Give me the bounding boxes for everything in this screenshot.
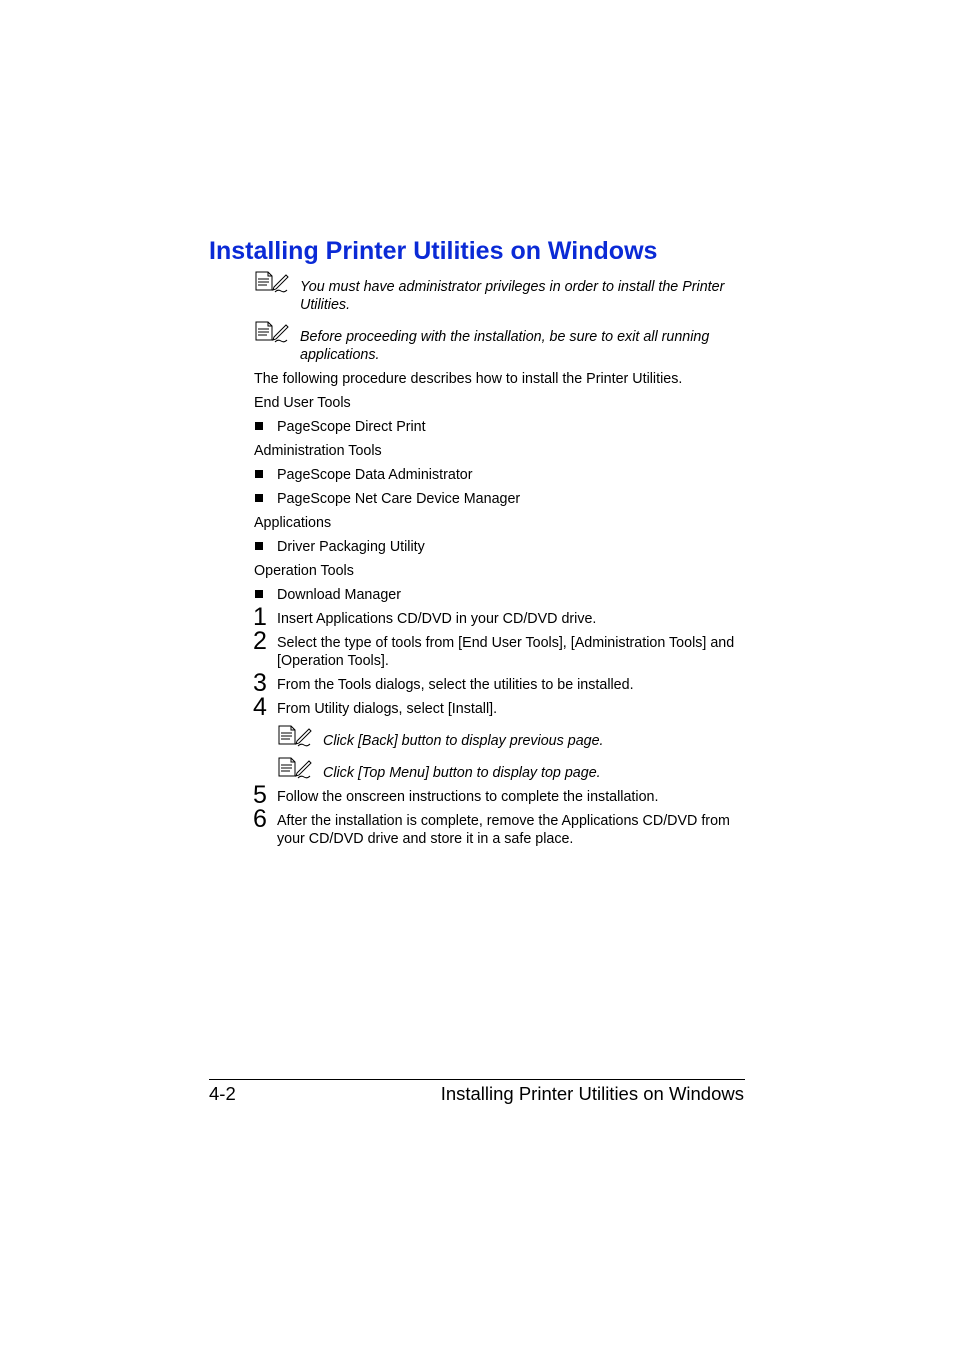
step-text: Select the type of tools from [End User Tools], [Administration Tools] and [Operation Tools]. [277,635,735,669]
group-heading-end-user-tools: End User Tools [254,395,351,411]
square-bullet-icon [255,470,263,478]
list-item: Driver Packaging Utility [277,539,425,555]
footer-section-title: Installing Printer Utilities on Windows [440,1083,744,1104]
list-item: PageScope Net Care Device Manager [277,491,521,507]
list-item: PageScope Data Administrator [277,467,473,483]
note-admin-privileges: You must have administrator privileges in order to install the Printer Utilities. [300,279,725,313]
note-pencil-icon [278,757,312,779]
note-pencil-icon [255,271,289,293]
square-bullet-icon [255,422,263,430]
step-text: From Utility dialogs, select [Install]. [277,701,498,717]
step-text: Follow the onscreen instructions to complete the installation. [277,789,659,805]
square-bullet-icon [255,542,263,550]
page-title: Installing Printer Utilities on Windows [209,237,658,265]
footer-divider [209,1079,745,1080]
group-heading-administration-tools: Administration Tools [254,443,382,459]
step-text: Insert Applications CD/DVD in your CD/DVD drive. [277,611,597,627]
note-pencil-icon [278,725,312,747]
footer-page-number: 4-2 [209,1083,236,1104]
list-item: Download Manager [277,587,401,603]
step-number: 1 [253,603,267,631]
step-number: 2 [253,627,267,655]
intro-paragraph: The following procedure describes how to install the Printer Utilities. [254,371,683,387]
group-heading-applications: Applications [254,515,332,531]
note-top-menu-button: Click [Top Menu] button to display top page. [323,765,601,781]
square-bullet-icon [255,590,263,598]
note-pencil-icon [255,321,289,343]
group-heading-operation-tools: Operation Tools [254,563,354,579]
step-number: 5 [253,781,267,809]
step-number: 4 [253,693,267,721]
step-text: After the installation is complete, remove the Applications CD/DVD from your CD/DVD drive and store it in a safe place. [277,813,730,847]
step-text: From the Tools dialogs, select the utilities to be installed. [277,677,634,693]
note-back-button: Click [Back] button to display previous page. [323,733,604,749]
note-exit-applications: Before proceeding with the installation, be sure to exit all running applications. [300,329,710,363]
step-number: 6 [253,805,267,833]
step-number: 3 [253,669,267,697]
list-item: PageScope Direct Print [277,419,426,435]
square-bullet-icon [255,494,263,502]
